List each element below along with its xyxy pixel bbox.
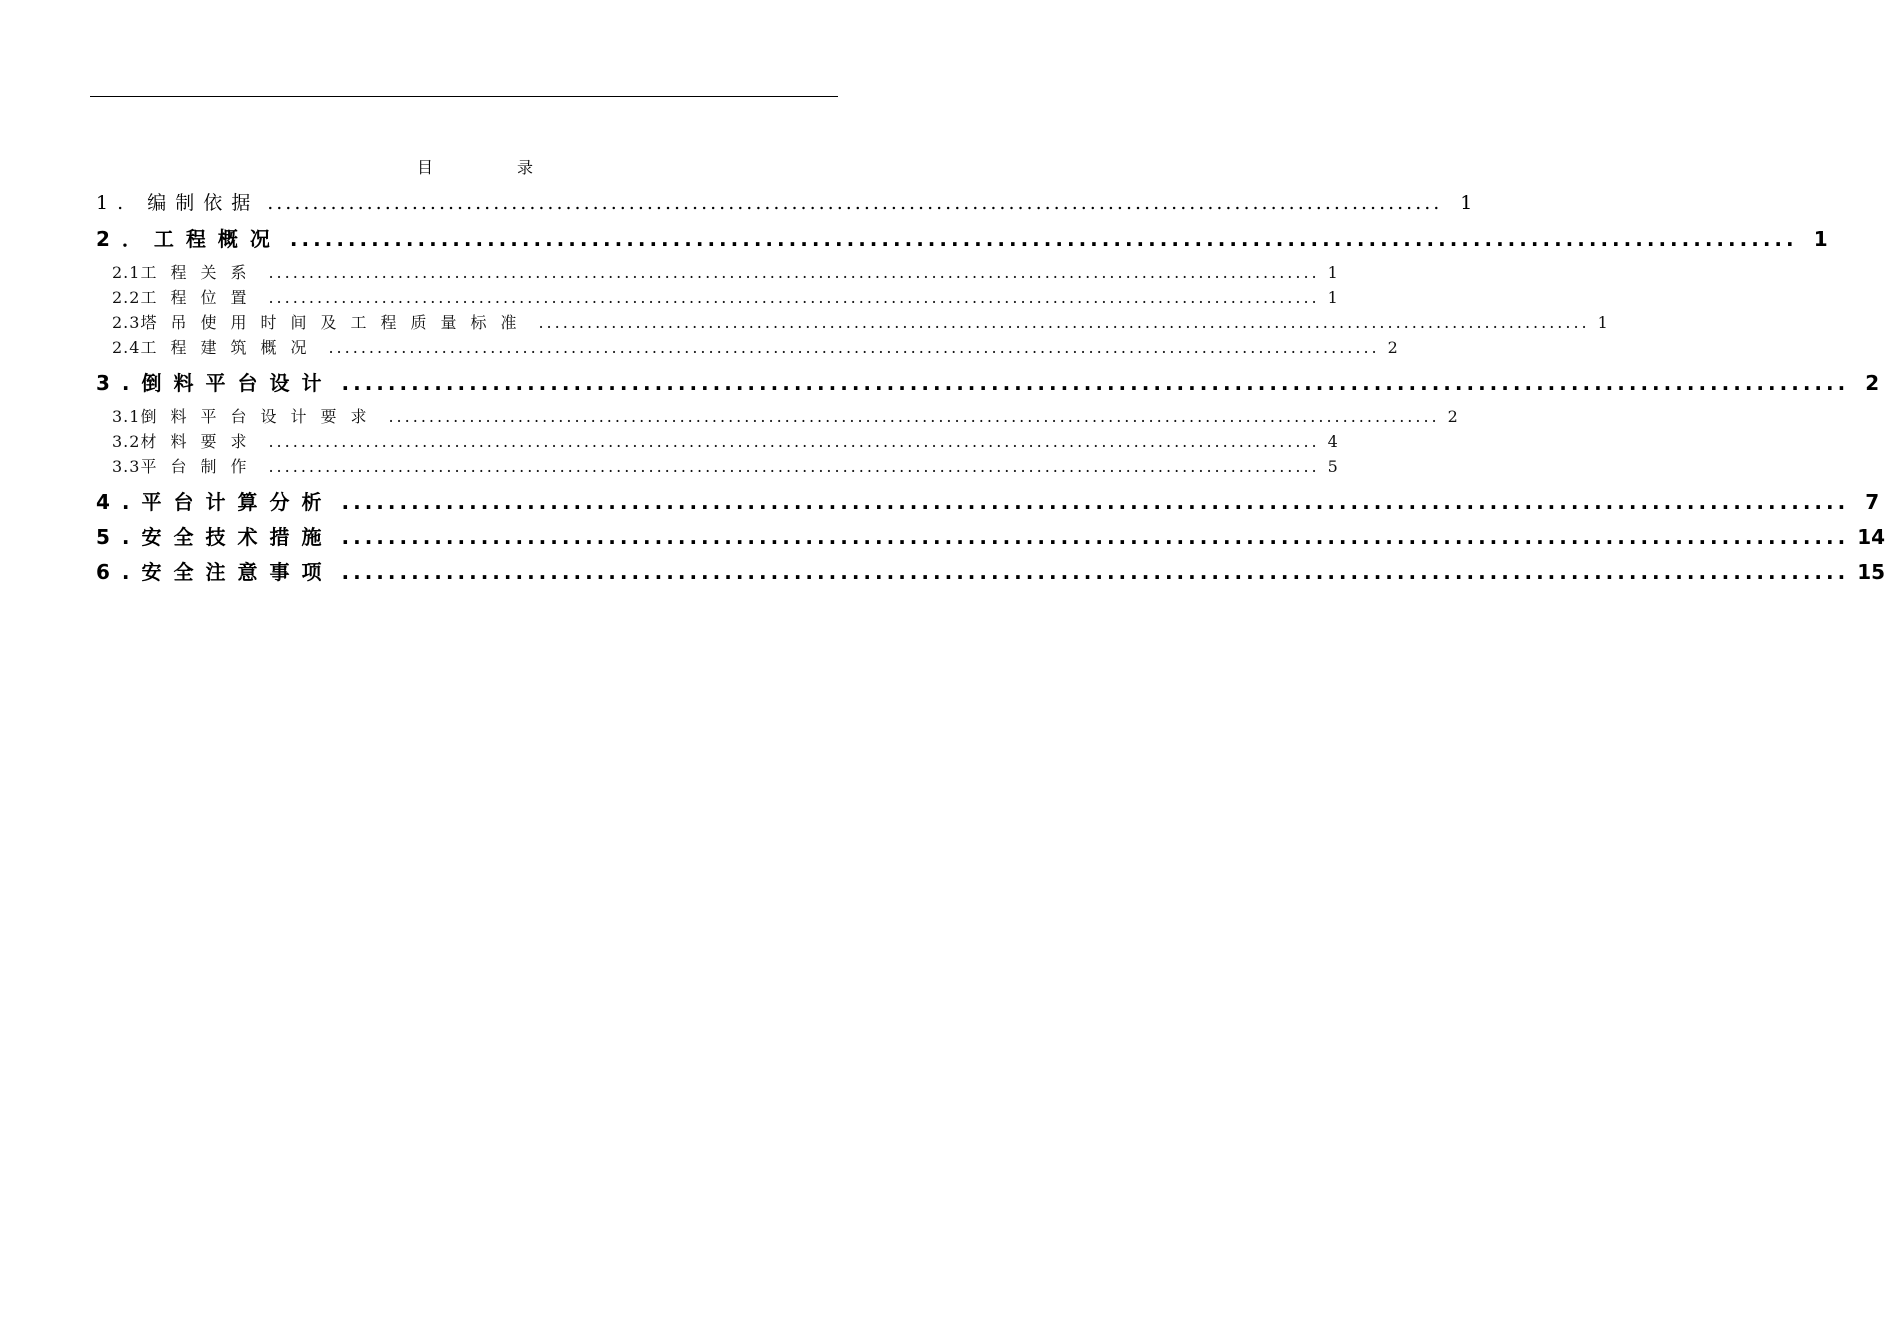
dot-leader: .................................................................................................................................. bbox=[268, 263, 1320, 282]
dot-leader: .................................................................................................................................. bbox=[538, 313, 1590, 332]
toc-entry-page: 2 bbox=[1447, 407, 1458, 426]
toc-entry-page: 4 bbox=[1327, 432, 1338, 451]
toc-entry-page: 1 bbox=[1460, 192, 1473, 214]
toc-entry-2-2[interactable] bbox=[96, 285, 1338, 308]
toc-entry-page: 14 bbox=[1857, 525, 1885, 549]
dot-leader: .................................................................................................................................. bbox=[289, 227, 1798, 251]
dot-leader: .................................................................................................................................. bbox=[341, 560, 1850, 584]
toc-entry-text: 平台计算分析 bbox=[141, 490, 334, 514]
toc-entry-number: 2.4 bbox=[112, 338, 141, 357]
dot-leader: .................................................................................................................................. bbox=[268, 288, 1320, 307]
toc-entry-page: 5 bbox=[1327, 457, 1338, 476]
toc-entry-text: 材料要求 bbox=[140, 432, 261, 451]
toc-entry-6[interactable] bbox=[96, 556, 1885, 585]
dot-leader: .................................................................................................................................. bbox=[328, 338, 1380, 357]
toc-entry-number: 1. bbox=[96, 192, 133, 214]
toc-entry-page: 2 bbox=[1387, 338, 1398, 357]
toc-entry-page: 1 bbox=[1597, 313, 1608, 332]
toc-entry-2-3[interactable] bbox=[96, 310, 1608, 333]
toc-entry-page: 1 bbox=[1813, 227, 1828, 251]
toc-entry-2-4[interactable] bbox=[96, 335, 1398, 358]
dot-leader: .................................................................................................................................. bbox=[341, 490, 1850, 514]
toc-entry-number: 3. bbox=[96, 371, 142, 395]
toc-entry-5[interactable] bbox=[96, 521, 1885, 550]
dot-leader: .................................................................................................................................. bbox=[267, 192, 1443, 214]
toc-entry-number: 2.2 bbox=[112, 288, 141, 307]
toc-entry-text: 工程位置 bbox=[140, 288, 261, 307]
toc-entry-number: 6. bbox=[96, 560, 142, 584]
toc-entry-text: 工程建筑概况 bbox=[140, 338, 321, 357]
toc-entry-page: 2 bbox=[1865, 371, 1880, 395]
toc-entry-3-3[interactable] bbox=[96, 454, 1338, 477]
toc-entry-number: 3.3 bbox=[112, 457, 141, 476]
toc-entry-text: 倒料平台设计要求 bbox=[140, 407, 381, 426]
toc-entry-text: 工程概况 bbox=[153, 227, 282, 251]
toc-entry-2-1[interactable] bbox=[96, 260, 1338, 283]
toc-entry-text: 编制依据 bbox=[147, 192, 260, 214]
toc-entry-number: 3.2 bbox=[112, 432, 141, 451]
dot-leader: .................................................................................................................................. bbox=[268, 432, 1320, 451]
dot-leader: .................................................................................................................................. bbox=[341, 525, 1850, 549]
toc-entry-page: 1 bbox=[1327, 288, 1338, 307]
toc-entry-4[interactable] bbox=[96, 486, 1880, 515]
toc-entry-number: 2.1 bbox=[112, 263, 141, 282]
toc-entry-text: 倒料平台设计 bbox=[141, 371, 334, 395]
toc-entry-1[interactable] bbox=[96, 188, 1473, 215]
toc-entry-text: 安全技术措施 bbox=[141, 525, 334, 549]
dot-leader: .................................................................................................................................. bbox=[268, 457, 1320, 476]
toc-entry-2[interactable] bbox=[96, 223, 1828, 252]
toc-entry-3[interactable] bbox=[96, 367, 1880, 396]
toc-title: 目录 bbox=[416, 158, 617, 177]
toc-entry-text: 工程关系 bbox=[140, 263, 261, 282]
toc-entry-page: 7 bbox=[1865, 490, 1880, 514]
toc-entry-text: 安全注意事项 bbox=[141, 560, 334, 584]
header-rule bbox=[90, 96, 838, 97]
toc-entry-number: 4. bbox=[96, 490, 142, 514]
dot-leader: .................................................................................................................................. bbox=[388, 407, 1440, 426]
toc-entry-text: 平台制作 bbox=[140, 457, 261, 476]
toc-entry-number: 2.3 bbox=[112, 313, 141, 332]
toc-entry-3-2[interactable] bbox=[96, 429, 1338, 452]
toc-entry-page: 15 bbox=[1857, 560, 1885, 584]
toc-entry-number: 5. bbox=[96, 525, 142, 549]
toc-entry-text: 塔吊使用时间及工程质量标准 bbox=[140, 313, 531, 332]
toc-entry-3-1[interactable] bbox=[96, 404, 1458, 427]
dot-leader: .................................................................................................................................. bbox=[341, 371, 1850, 395]
toc-entry-number: 2． bbox=[96, 227, 154, 251]
toc-entry-page: 1 bbox=[1327, 263, 1338, 282]
toc-entry-number: 3.1 bbox=[112, 407, 141, 426]
